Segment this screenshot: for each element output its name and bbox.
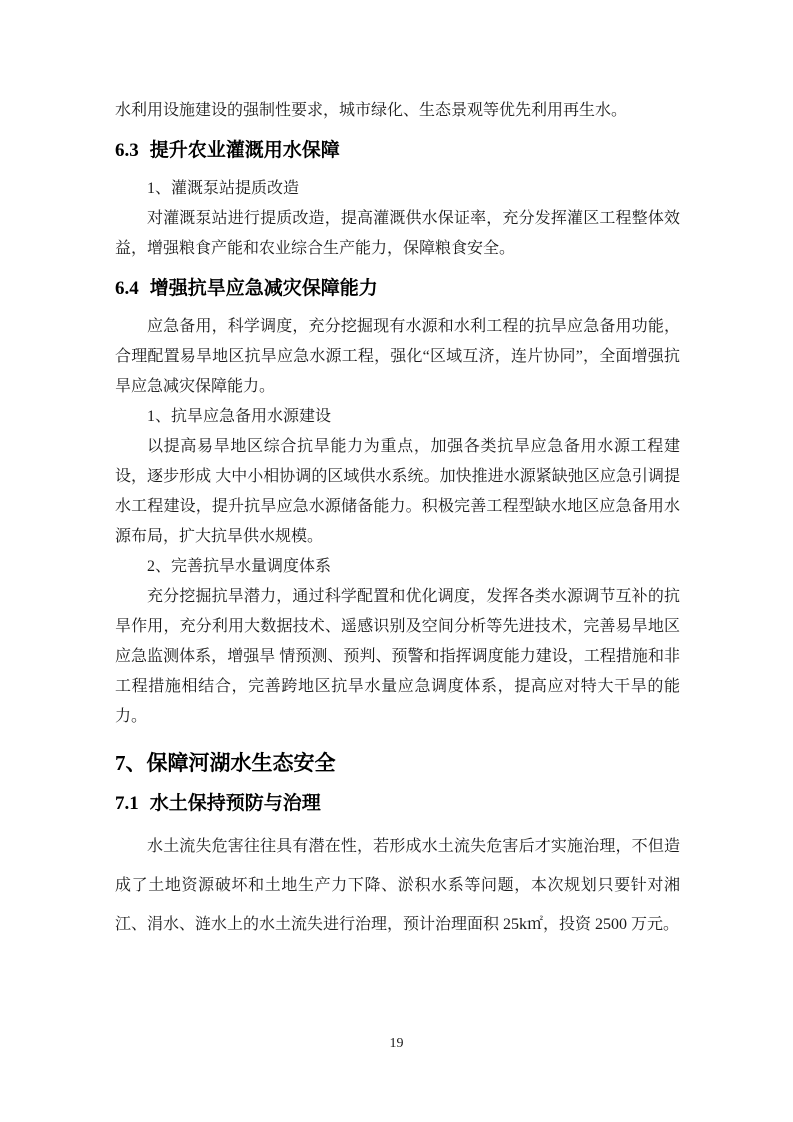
paragraph-7-1: 水土流失危害往往具有潜在性，若形成水土流失危害后才实施治理，不但造成了土地资源破坏和土地生产力下降、淤积水系等问题，本次规划只要针对湘江、涓水、涟水上的水土流失进行治理，预计治理面积 25k㎡，投资 2500 万元。 bbox=[115, 838, 680, 933]
section-number-7-1: 7.1 bbox=[115, 793, 139, 814]
section-heading-6-3 bbox=[115, 138, 680, 164]
chapter-title-7: 保障河湖水生态安全 bbox=[146, 752, 336, 775]
list-item-6-3-1: 1、灌溉泵站提质改造 bbox=[147, 180, 300, 197]
paragraph-6-4-1: 以提高易旱地区综合抗旱能力为重点，加强各类抗旱应急备用水源工程建设，逐步形成 大中小相协调的区域供水系统。加快推进水源紧缺弛区应急引调提水工程建设，提升抗旱应急水源储备能力。积极完善工程型缺水地区应急备用水源布局，扩大抗旱供水规模。 bbox=[115, 438, 680, 545]
section-number-6-4: 6.4 bbox=[115, 278, 139, 299]
section-title-6-4: 增强抗旱应急减灾保障能力 bbox=[149, 278, 378, 299]
paragraph-6-3: 对灌溉泵站进行提质改造，提高灌溉供水保证率，充分发挥灌区工程整体效益，增强粮食产能和农业综合生产能力，保障粮食安全。 bbox=[115, 210, 680, 257]
paragraph-6-4-2: 充分挖掘抗旱潜力，通过科学配置和优化调度，发挥各类水源调节互补的抗旱作用，充分利用大数据技术、遥感识别及空间分析等先进技术，完善易旱地区应急监测体系，增强旱 情预测、预判、预警和指挥调度能力建设，工程措施和非工程措施相结合，完善跨地区抗旱水量应急调度体系，提高应对特大干旱的能力。 bbox=[115, 588, 680, 725]
section-heading-6-4 bbox=[115, 276, 680, 302]
chapter-heading-7 bbox=[115, 748, 680, 779]
list-item-6-4-1: 1、抗旱应急备用水源建设 bbox=[147, 408, 332, 425]
section-heading-7-1 bbox=[115, 791, 680, 817]
paragraph-continuation: 水利用设施建设的强制性要求，城市绿化、生态景观等优先利用再生水。 bbox=[115, 102, 628, 119]
section-number-6-3: 6.3 bbox=[115, 140, 139, 161]
list-item-6-4-2: 2、完善抗旱水量调度体系 bbox=[147, 558, 332, 575]
paragraph-6-4-intro: 应急备用，科学调度，充分挖掘现有水源和水利工程的抗旱应急备用功能，合理配置易旱地区抗旱应急水源工程，强化“区域互济，连片协同”，全面增强抗旱应急减灾保障能力。 bbox=[115, 318, 680, 395]
chapter-number-7: 7、 bbox=[115, 751, 147, 775]
section-title-7-1: 水土保持预防与治理 bbox=[149, 793, 321, 814]
page-number: 19 bbox=[389, 1036, 404, 1051]
section-title-6-3: 提升农业灌溉用水保障 bbox=[149, 140, 340, 161]
